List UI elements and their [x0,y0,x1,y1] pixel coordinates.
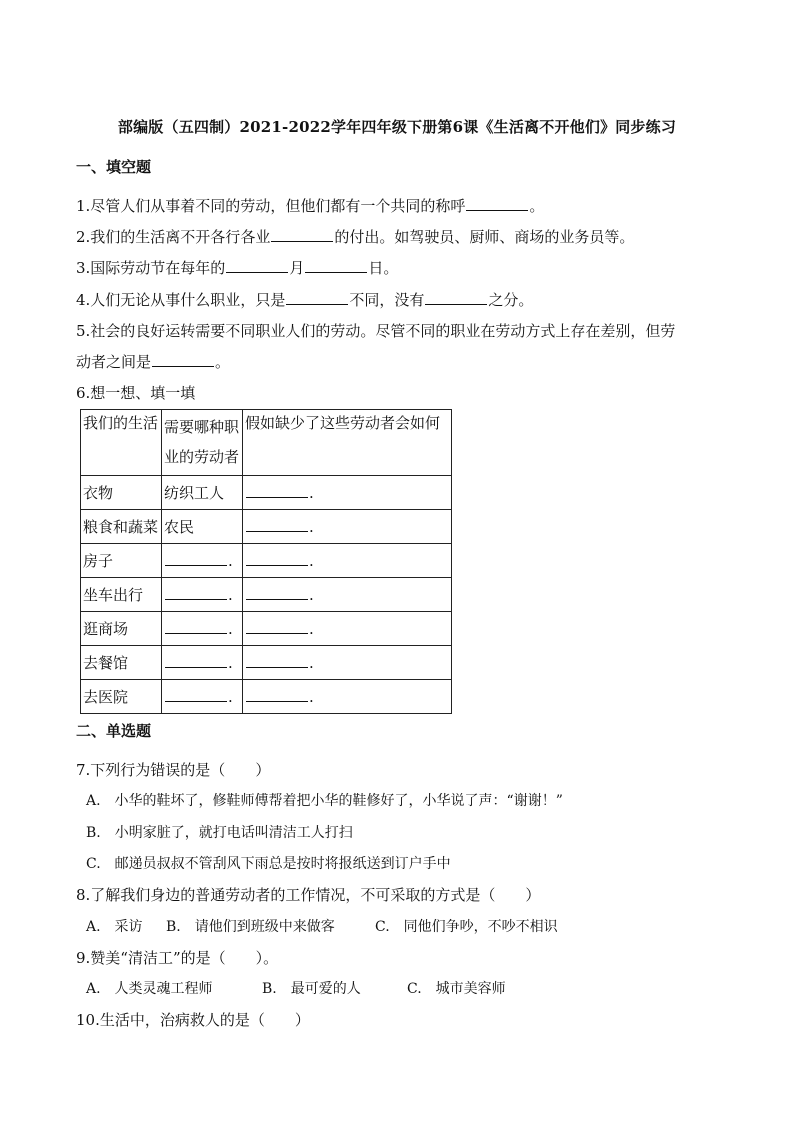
life-cell: 坐车出行 [81,578,162,612]
life-cell: 房子 [81,544,162,578]
answer-blank[interactable] [165,619,227,634]
consequence-cell[interactable]: . [243,510,452,544]
header-life: 我们的生活 [81,410,162,476]
answer-blank[interactable] [246,619,308,634]
answer-blank[interactable] [246,585,308,600]
answer-blank[interactable] [152,352,214,367]
question-8-option-c[interactable]: C. 同他们争吵，不吵不相识 [375,919,558,935]
answer-blank[interactable] [466,196,528,211]
consequence-cell[interactable]: . [243,578,452,612]
section-single-choice-heading: 二、单选题 [76,722,152,740]
table-row [81,680,452,714]
fill-in-table [80,409,452,714]
answer-blank[interactable] [165,687,227,702]
section-fill-in-heading: 一、填空题 [76,158,152,176]
answer-blank[interactable] [165,585,227,600]
question-6: 6.想一想、填一填 [76,384,196,402]
table-row [81,510,452,544]
table-header-row [81,410,452,476]
question-4: 4.人们无论从事什么职业，只是 不同，没有 之分。 [76,291,534,309]
life-cell: 逛商场 [81,612,162,646]
consequence-cell[interactable]: . [243,544,452,578]
answer-blank-day[interactable] [305,258,367,273]
consequence-cell[interactable]: . [243,646,452,680]
worker-cell: 纺织工人 [162,476,243,510]
table-row [81,612,452,646]
table-row [81,646,452,680]
life-cell: 去医院 [81,680,162,714]
answer-blank[interactable] [246,517,308,532]
question-9-option-a[interactable]: A. 人类灵魂工程师 [86,981,213,997]
answer-blank[interactable] [246,653,308,668]
worker-cell: 农民 [162,510,243,544]
question-2: 2.我们的生活离不开各行各业 的付出。如驾驶员、厨师、商场的业务员等。 [76,228,635,246]
life-cell: 去餐馆 [81,646,162,680]
answer-blank[interactable] [425,290,487,305]
answer-blank-month[interactable] [226,258,288,273]
consequence-cell[interactable]: . [243,476,452,510]
question-7-option-c[interactable]: C. 邮递员叔叔不管刮风下雨总是按时将报纸送到订户手中 [86,856,451,872]
question-3: 3.国际劳动节在每年的 月 日。 [76,259,399,277]
question-8-option-b[interactable]: B. 请他们到班级中来做客 [166,919,335,935]
question-7-option-b[interactable]: B. 小明家脏了，就打电话叫清洁工人打扫 [86,825,353,841]
question-8-option-a[interactable]: A. 采访 [86,919,143,935]
question-5-line-1: 5.社会的良好运转需要不同职业人们的劳动。尽管不同的职业在劳动方式上存在差别，但劳 [76,322,676,340]
question-9-option-c[interactable]: C. 城市美容师 [407,981,506,997]
question-7-stem: 7.下列行为错误的是（ ） [76,761,271,779]
table-row [81,476,452,510]
answer-blank[interactable] [165,653,227,668]
question-1: 1.尽管人们从事着不同的劳动，但他们都有一个共同的称呼 。 [76,197,545,215]
worker-cell[interactable]: . [162,680,243,714]
answer-blank[interactable] [271,227,333,242]
question-5-line-2: 动者之间是 。 [76,353,231,371]
worker-cell[interactable]: . [162,544,243,578]
answer-blank[interactable] [246,551,308,566]
consequence-cell[interactable]: . [243,680,452,714]
question-9-option-b[interactable]: B. 最可爱的人 [262,981,361,997]
worker-cell[interactable]: . [162,612,243,646]
page-title: 部编版（五四制）2021-2022学年四年级下册第6课《生活离不开他们》同步练习 [117,118,677,136]
header-worker: 需要哪种职业的劳动者 [162,410,243,476]
life-cell: 衣物 [81,476,162,510]
answer-blank[interactable] [246,687,308,702]
life-cell: 粮食和蔬菜 [81,510,162,544]
table-row [81,544,452,578]
question-9-stem: 9.赞美“清洁工”的是（ ）。 [76,949,279,967]
consequence-cell[interactable]: . [243,612,452,646]
question-7-option-a[interactable]: A. 小华的鞋坏了，修鞋师傅帮着把小华的鞋修好了，小华说了声：“谢谢！” [86,793,563,809]
worker-cell[interactable]: . [162,578,243,612]
answer-blank[interactable] [286,290,348,305]
answer-blank[interactable] [246,483,308,498]
question-8-stem: 8.了解我们身边的普通劳动者的工作情况，不可采取的方式是（ ） [76,886,541,904]
worker-cell[interactable]: . [162,646,243,680]
table-row [81,578,452,612]
answer-blank[interactable] [165,551,227,566]
header-consequence: 假如缺少了这些劳动者会如何 [243,410,452,476]
question-10-stem: 10.生活中，治病救人的是（ ） [76,1011,310,1029]
